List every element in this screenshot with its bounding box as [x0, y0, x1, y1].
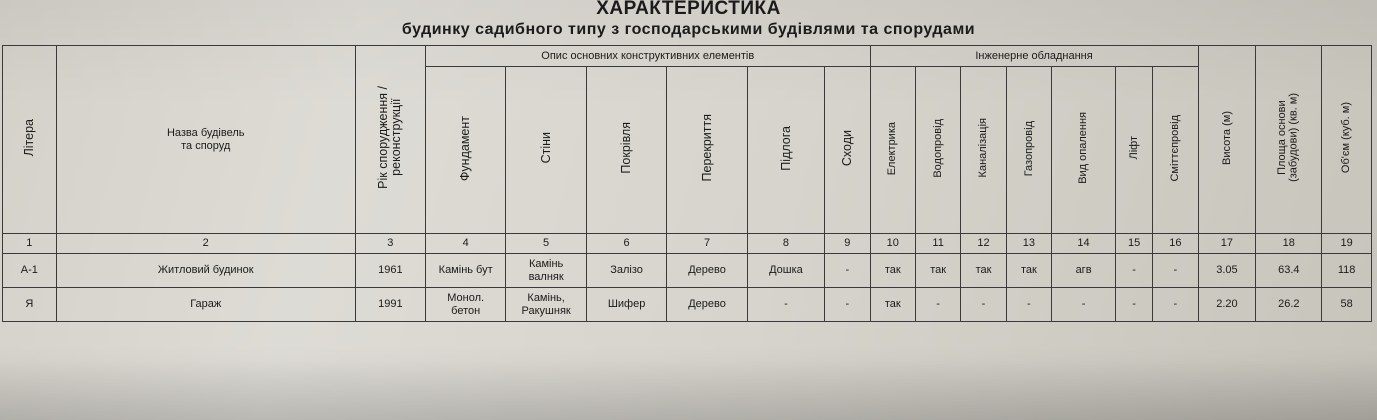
cell-year: 1991	[355, 288, 425, 322]
cell-water: так	[915, 254, 960, 288]
cell-height: 3.05	[1198, 254, 1256, 288]
cell-volume: 58	[1322, 288, 1372, 322]
colnum-10: 10	[870, 234, 915, 254]
cell-ceiling: Дерево	[667, 254, 747, 288]
cell-area: 26.2	[1256, 288, 1322, 322]
colnum-2: 2	[56, 234, 355, 254]
cell-lift: -	[1116, 288, 1153, 322]
cell-heating: агв	[1052, 254, 1116, 288]
cell-height: 2.20	[1198, 288, 1256, 322]
cell-gas: так	[1006, 254, 1051, 288]
table-row	[3, 254, 1372, 288]
cell-lift: -	[1116, 254, 1153, 288]
colnum-15: 15	[1116, 234, 1153, 254]
cell-gas: -	[1006, 288, 1051, 322]
colnum-12: 12	[961, 234, 1006, 254]
cell-heating: -	[1052, 288, 1116, 322]
cell-litera: Я	[3, 288, 57, 322]
colnum-9: 9	[825, 234, 870, 254]
header-name: Назва будівель та споруд	[56, 46, 355, 234]
colnum-19: 19	[1322, 234, 1372, 254]
cell-ceiling: Дерево	[667, 288, 747, 322]
column-number-row	[3, 234, 1372, 254]
colnum-18: 18	[1256, 234, 1322, 254]
cell-area: 63.4	[1256, 254, 1322, 288]
header-electricity: Електрика	[870, 67, 915, 234]
table-group-header-row	[3, 46, 1372, 67]
colnum-7: 7	[667, 234, 747, 254]
header-roof: Покрівля	[586, 67, 666, 234]
header-volume: Об'єм (куб. м)	[1322, 46, 1372, 234]
colnum-14: 14	[1052, 234, 1116, 254]
cell-roof: Шифер	[586, 288, 666, 322]
colnum-6: 6	[586, 234, 666, 254]
header-ceiling: Перекриття	[667, 67, 747, 234]
cell-walls: Камінь, Ракушняк	[506, 288, 586, 322]
header-year: Рік спорудження / реконструкції	[355, 46, 425, 234]
colnum-5: 5	[506, 234, 586, 254]
header-group-constructive: Опис основних конструктивних елементів	[425, 46, 870, 67]
cell-chute: -	[1153, 254, 1198, 288]
cell-name: Житловий будинок	[56, 254, 355, 288]
cell-sewer: -	[961, 288, 1006, 322]
colnum-4: 4	[425, 234, 505, 254]
cell-walls: Камінь валняк	[506, 254, 586, 288]
colnum-3: 3	[355, 234, 425, 254]
cell-water: -	[915, 288, 960, 322]
header-group-engineering: Інженерне обладнання	[870, 46, 1198, 67]
colnum-11: 11	[915, 234, 960, 254]
cell-volume: 118	[1322, 254, 1372, 288]
characteristics-table	[2, 45, 1372, 322]
header-walls: Стіни	[506, 67, 586, 234]
title-main: ХАРАКТЕРИСТИКА	[596, 0, 781, 19]
title-subtitle: будинку садибного типу з господарськими будівлями та спорудами	[401, 21, 976, 38]
cell-foundation: Камінь бут	[425, 254, 505, 288]
cell-name: Гараж	[56, 288, 355, 322]
header-lift: Ліфт	[1116, 67, 1153, 234]
cell-electricity: так	[870, 254, 915, 288]
cell-floor: Дошка	[747, 254, 824, 288]
header-gas: Газопровід	[1006, 67, 1051, 234]
cell-foundation: Монол. бетон	[425, 288, 505, 322]
colnum-8: 8	[747, 234, 824, 254]
cell-electricity: так	[870, 288, 915, 322]
header-litera: Літера	[3, 46, 57, 234]
header-sewer: Каналізація	[961, 67, 1006, 234]
colnum-13: 13	[1006, 234, 1051, 254]
colnum-1: 1	[3, 234, 57, 254]
header-foundation: Фундамент	[425, 67, 505, 234]
cell-chute: -	[1153, 288, 1198, 322]
cell-floor: -	[747, 288, 824, 322]
header-water: Водопровід	[915, 67, 960, 234]
cell-stairs: -	[825, 254, 870, 288]
cell-sewer: так	[961, 254, 1006, 288]
cell-stairs: -	[825, 288, 870, 322]
header-stairs: Сходи	[825, 67, 870, 234]
colnum-17: 17	[1198, 234, 1256, 254]
colnum-16: 16	[1153, 234, 1198, 254]
header-area: Площа основи (забудови) (кв. м)	[1256, 46, 1322, 234]
cell-litera: А-1	[3, 254, 57, 288]
cell-year: 1961	[355, 254, 425, 288]
header-height: Висота (м)	[1198, 46, 1256, 234]
header-chute: Сміттєпровід	[1153, 67, 1198, 234]
table-row	[3, 288, 1372, 322]
header-floor: Підлога	[747, 67, 824, 234]
document-title	[0, 0, 1377, 39]
header-heating: Вид опалення	[1052, 67, 1116, 234]
cell-roof: Залізо	[586, 254, 666, 288]
